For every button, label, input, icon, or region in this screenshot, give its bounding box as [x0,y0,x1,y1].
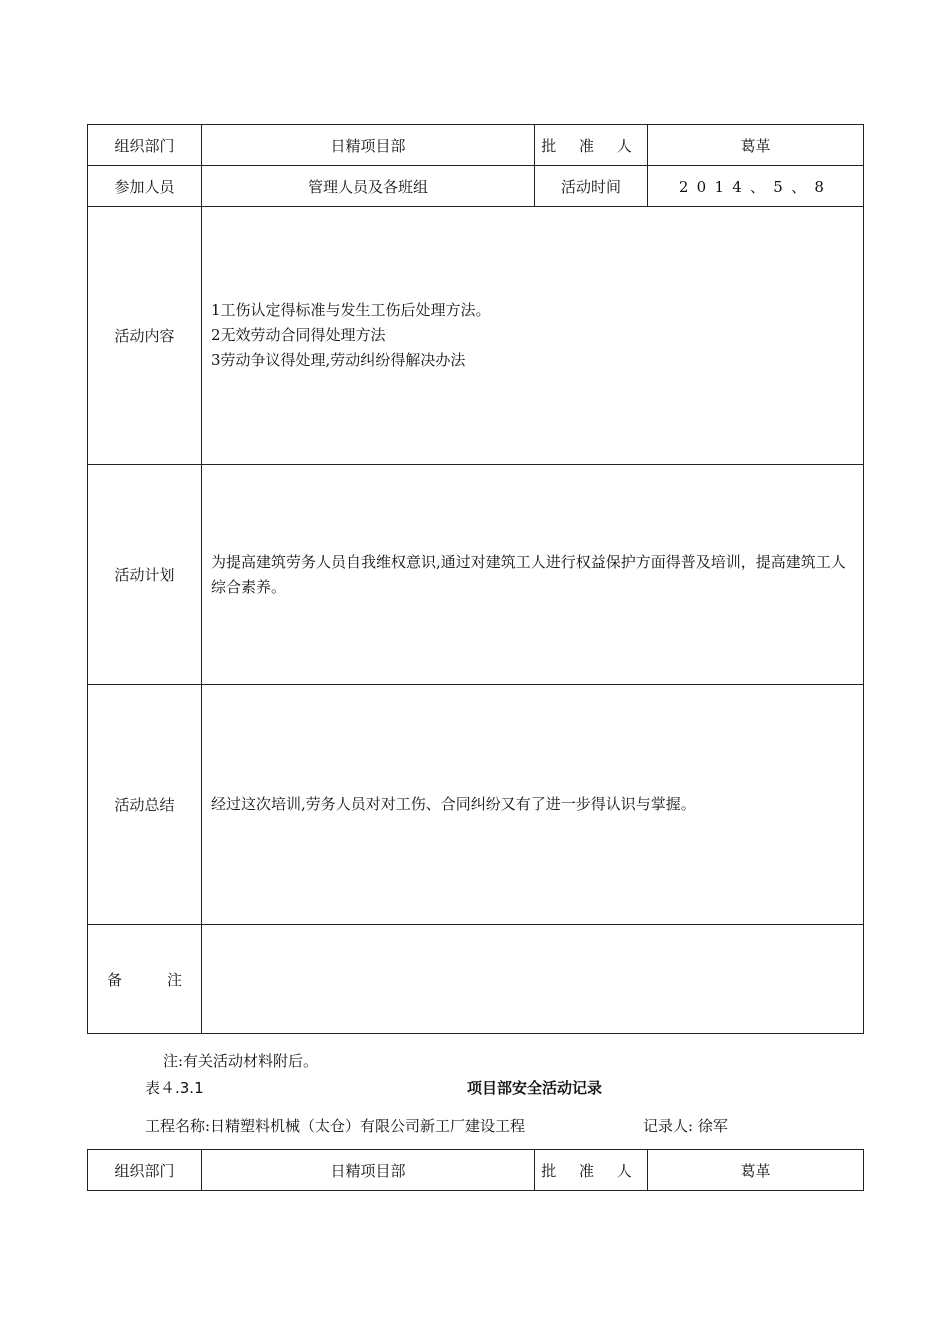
approver-label-2: 批 准 人 [535,1150,648,1191]
approver-value-2: 葛革 [648,1150,864,1191]
content-cell [202,207,864,465]
row-plan [88,465,864,685]
approver-value: 葛革 [648,125,864,166]
remarks-label-a: 备 [106,970,122,989]
org-dept-label: 组织部门 [88,125,202,166]
activity-record-table-2 [87,1149,864,1191]
participants-value: 管理人员及各班组 [202,166,535,207]
plan-text: 为提高建筑劳务人员自我维权意识,通过对建筑工人进行权益保护方面得普及培训，提高建筑工人综合素养。 [202,465,864,685]
content-line-2: 2无效劳动合同得处理方法 [211,326,386,344]
summary-text: 经过这次培训,劳务人员对对工伤、合同纠纷又有了进一步得认识与掌握。 [202,685,864,925]
content-label: 活动内容 [88,207,202,465]
content-line-1: 1工伤认定得标准与发生工伤后处理方法。 [211,301,491,319]
remarks-label-b: 注 [166,970,182,989]
row-org-dept [88,125,864,166]
time-value: 2014、5、8 [648,166,864,207]
project-name: 工程名称:日精塑料机械（太仓）有限公司新工厂建设工程 [145,1117,526,1135]
footnote: 注:有关活动材料附后。 [163,1052,319,1070]
org-dept-value-2: 日精项目部 [202,1150,535,1191]
time-label: 活动时间 [535,166,648,207]
org-dept-value: 日精项目部 [202,125,535,166]
recorder: 记录人: 徐军 [643,1117,728,1135]
plan-label: 活动计划 [88,465,202,685]
table-title: 项目部安全活动记录 [467,1079,603,1097]
table-number: 表４.3.1 [145,1079,204,1097]
row-org-dept-2 [88,1150,864,1191]
org-dept-label-2: 组织部门 [88,1150,202,1191]
row-content [88,207,864,465]
approver-label: 批 准 人 [535,125,648,166]
activity-record-table [87,124,864,1034]
participants-label: 参加人员 [88,166,202,207]
content-line-3: 3劳动争议得处理,劳动纠纷得解决办法 [211,351,466,369]
remarks-value [202,925,864,1034]
remarks-label [88,925,202,1034]
row-remarks [88,925,864,1034]
summary-label: 活动总结 [88,685,202,925]
row-summary [88,685,864,925]
row-participants [88,166,864,207]
